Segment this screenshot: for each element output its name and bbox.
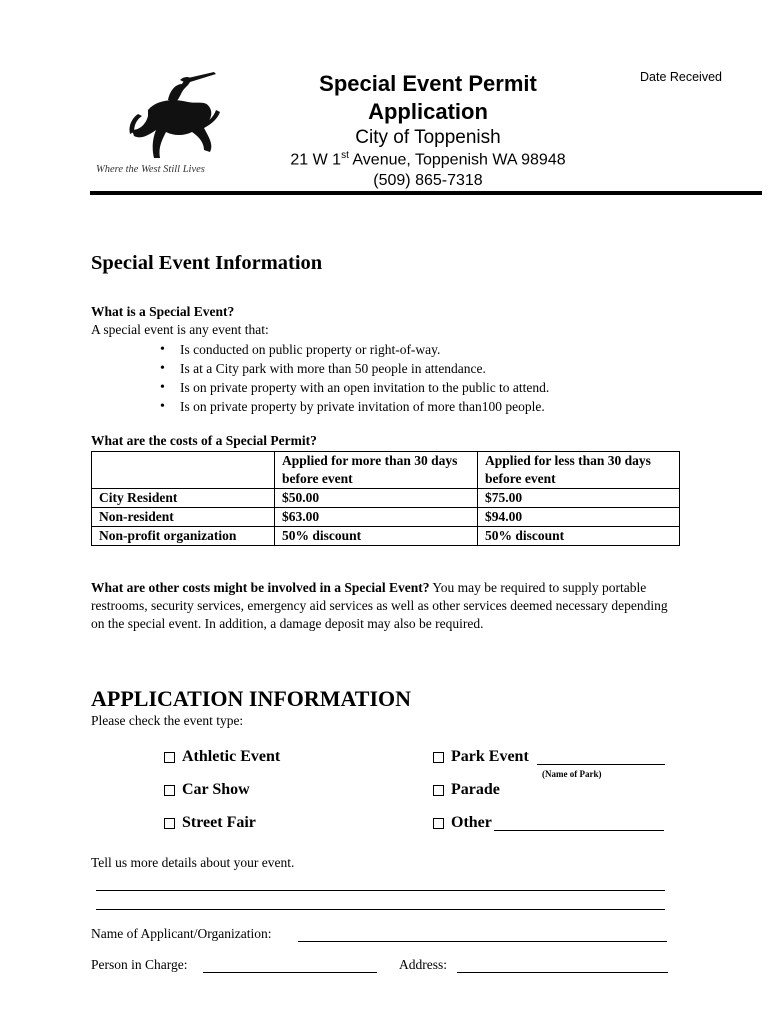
option-label: Car Show <box>182 781 250 798</box>
date-received-label: Date Received <box>640 70 722 84</box>
table-cell: $75.00 <box>478 489 680 508</box>
address-superscript: st <box>341 150 349 161</box>
option-label: Other <box>451 814 492 831</box>
option-car-show[interactable] <box>164 781 250 799</box>
details-field-line-2[interactable] <box>96 909 665 910</box>
option-label: Parade <box>451 781 500 798</box>
table-cell: 50% discount <box>275 527 478 546</box>
form-title: Special Event Permit Application <box>319 71 537 124</box>
checkbox-street-fair[interactable] <box>164 818 175 829</box>
city-address <box>260 150 596 169</box>
tagline: Where the West Still Lives <box>96 164 205 175</box>
address-label: Address: <box>399 957 447 972</box>
applicant-name-label: Name of Applicant/Organization: <box>91 926 272 941</box>
table-cell: City Resident <box>92 489 275 508</box>
other-costs-paragraph <box>91 579 681 633</box>
cost-table <box>91 451 680 546</box>
park-name-caption: (Name of Park) <box>542 769 602 779</box>
checkbox-athletic-event[interactable] <box>164 752 175 763</box>
park-name-field[interactable] <box>537 750 665 765</box>
table-header-row <box>92 452 680 489</box>
address-part: Avenue, Toppenish WA 98948 <box>348 151 566 169</box>
list-item: • Is on private property with an open invitation to the public to attend. <box>160 378 549 397</box>
table-cell <box>92 452 275 489</box>
checkbox-parade[interactable] <box>433 785 444 796</box>
address-field[interactable] <box>457 972 668 973</box>
details-field-line-1[interactable] <box>96 890 665 891</box>
section-title-info: Special Event Information <box>91 252 323 274</box>
table-cell: Non-resident <box>92 508 275 527</box>
table-cell: $94.00 <box>478 508 680 527</box>
table-cell: Applied for more than 30 days before event <box>275 452 478 489</box>
checkbox-car-show[interactable] <box>164 785 175 796</box>
list-item: • Is at a City park with more than 50 people in attendance. <box>160 359 549 378</box>
option-other[interactable] <box>433 814 664 832</box>
header-divider <box>90 191 762 195</box>
other-costs-question: What are other costs might be involved in a Special Event? <box>91 580 430 595</box>
table-cell: Applied for less than 30 days before event <box>478 452 680 489</box>
list-item: • Is conducted on public property or right-of-way. <box>160 340 549 359</box>
option-street-fair[interactable] <box>164 814 256 832</box>
table-cell: $63.00 <box>275 508 478 527</box>
option-label: Street Fair <box>182 814 256 831</box>
option-athletic-event[interactable] <box>164 748 280 766</box>
table-row <box>92 527 680 546</box>
table-cell: 50% discount <box>478 527 680 546</box>
other-costs-text: You may be required to supply portable restrooms, security services, emergency aid services as well as other services deemed necessary depending on the special event. In addition, a damage deposit may also be required. <box>91 580 668 631</box>
city-name: City of Toppenish <box>355 127 501 148</box>
address-part: 21 W 1 <box>290 151 342 169</box>
table-row <box>92 489 680 508</box>
applicant-name-field[interactable] <box>298 941 667 942</box>
option-parade[interactable] <box>433 781 500 799</box>
table-cell: Non-profit organization <box>92 527 275 546</box>
city-phone: (509) 865-7318 <box>373 172 483 189</box>
event-type-instruction: Please check the event type: <box>91 713 244 728</box>
event-definition: A special event is any event that: <box>91 322 269 337</box>
table-cell: $50.00 <box>275 489 478 508</box>
section-title-application: APPLICATION INFORMATION <box>91 686 412 711</box>
option-park-event[interactable] <box>433 748 665 766</box>
city-logo-horse-rider <box>118 70 228 170</box>
list-item: • Is on private property by private invitation of more than100 people. <box>160 397 549 416</box>
question-what-is-event: What is a Special Event? <box>91 304 235 319</box>
person-in-charge-label: Person in Charge: <box>91 957 188 972</box>
person-in-charge-field[interactable] <box>203 972 377 973</box>
event-criteria-list <box>160 340 549 416</box>
question-costs: What are the costs of a Special Permit? <box>91 433 317 448</box>
option-label: Athletic Event <box>182 748 281 765</box>
details-label: Tell us more details about your event. <box>91 855 295 870</box>
checkbox-park-event[interactable] <box>433 752 444 763</box>
option-label: Park Event <box>451 748 529 765</box>
table-row <box>92 508 680 527</box>
other-type-field[interactable] <box>494 816 664 831</box>
checkbox-other[interactable] <box>433 818 444 829</box>
